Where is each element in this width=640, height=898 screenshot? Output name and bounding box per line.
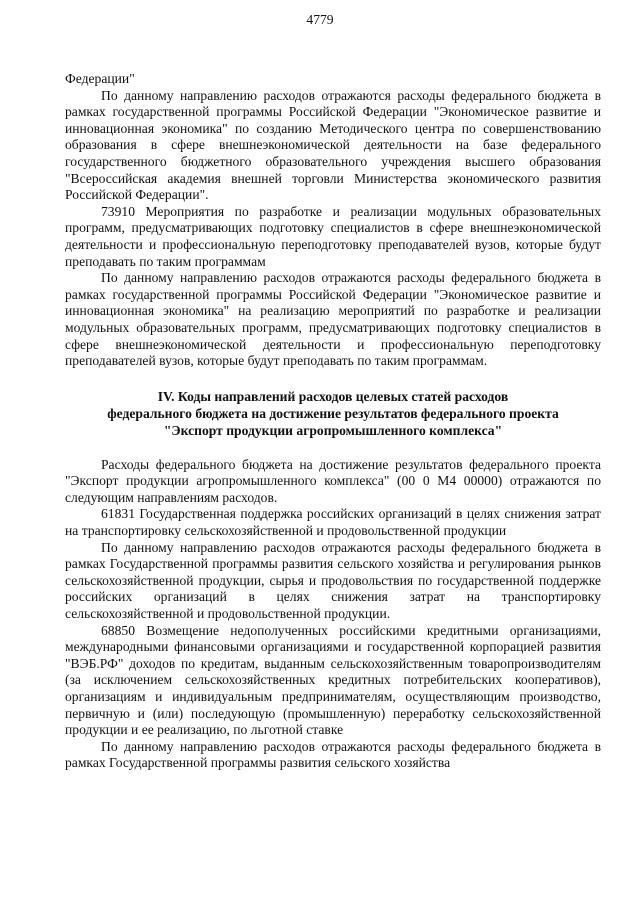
section-heading-line: федерального бюджета на достижение результатов федерального проекта [107,405,559,421]
paragraph: По данному направлению расходов отражаются расходы федерального бюджета в рамках государственной программы Российской Федерации "Экономическое развитие и инновационная экономика" на реализацию мероприятий по разработке и реализации модульных образовательных программ, предусматривающих подготовку специалистов в сфере внешнеэкономической деятельности и профессиональную переподготовку преподавателей вузов, которые будут преподавать по таким программам. [65,270,601,369]
paragraph-code-68850: 68850 Возмещение недополученных российскими кредитными организациями, международными финансовыми организациями и государственной корпорацией развития "ВЭБ.РФ" доходов по кредитам, выданным сельскохозяйственным товаропроизводителям (за исключением сельскохозяйственных кредитных потребительских кооперативов), организациям и индивидуальным предпринимателям, осуществляющим производство, первичную и (или) последующую (промышленную) переработку сельскохозяйственной продукции и ее реализацию, по льготной ставке [65,622,601,738]
section-heading-line: IV. Коды направлений расходов целевых статей расходов [157,388,509,404]
section-heading [65,388,601,439]
paragraph: По данному направлению расходов отражаются расходы федерального бюджета в рамках государственной программы Российской Федерации "Экономическое развитие и инновационная экономика" по созданию Методического центра по совершенствованию образования в сфере внешнеэкономической деятельности на базе федерального государственного бюджетного образовательного учреждения высшего образования "Всероссийская академия внешней торговли Министерства экономического развития Российской Федерации". [65,87,601,203]
paragraph: Федерации" [65,71,135,86]
paragraph-code-61831: 61831 Государственная поддержка российских организаций в целях снижения затрат на транспортировку сельскохозяйственной и продовольственной продукции [65,506,601,539]
paragraph: По данному направлению расходов отражаются расходы федерального бюджета в рамках Государственной программы развития сельского хозяйства и регулирования рынков сельскохозяйственной продукции, сырья и продовольствия по государственной поддержке российских организаций в целях снижения затрат на транспортировку сельскохозяйственной и продовольственной продукции. [65,539,601,622]
page-number: 4779 [306,12,334,27]
paragraph-code-73910: 73910 Мероприятия по разработке и реализации модульных образовательных программ, предусматривающих подготовку специалистов в сфере внешнеэкономической деятельности и профессиональную переподготовку преподавателей вузов, которые будут преподавать по таким программам [65,203,601,269]
document-body [65,71,601,772]
section-heading-line: "Экспорт продукции агропромышленного комплекса" [163,422,503,438]
paragraph: По данному направлению расходов отражаются расходы федерального бюджета в рамках Государственной программы развития сельского хозяйства [65,738,601,771]
paragraph: Расходы федерального бюджета на достижение результатов федерального проекта "Экспорт продукции агропромышленного комплекса" (00 0 М4 00000) отражаются по следующим направлениям расходов. [65,456,601,505]
